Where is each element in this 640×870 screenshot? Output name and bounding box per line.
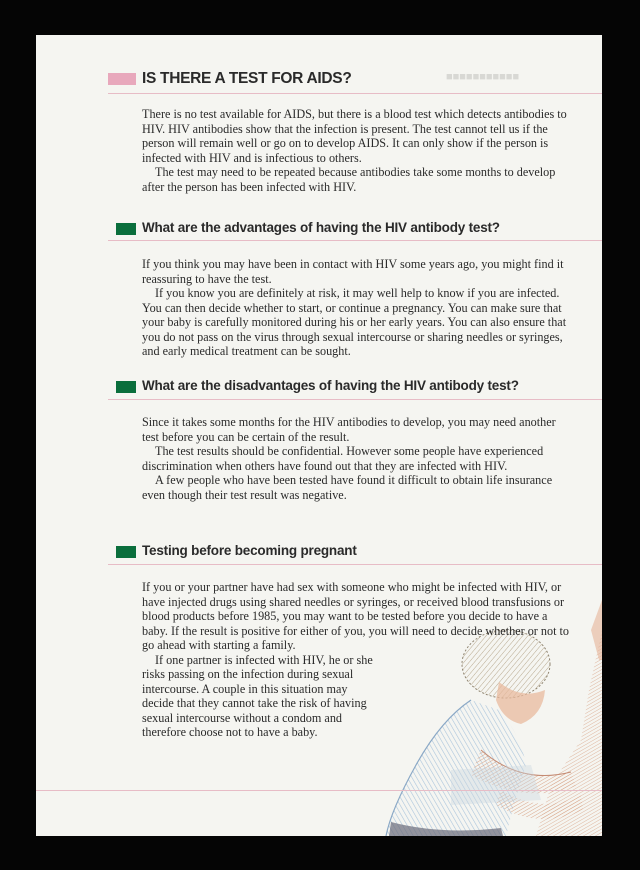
heading-rule bbox=[108, 240, 602, 241]
section-heading-advantages: What are the advantages of having the HIV antibody test? bbox=[142, 220, 500, 235]
section-body-advantages bbox=[142, 257, 574, 359]
section-heading-before-pregnant: Testing before becoming pregnant bbox=[142, 543, 357, 558]
section-body-test-for-aids bbox=[142, 107, 574, 194]
paragraph: If you or your partner have had sex with someone who might be infected with HIV, or have injected drugs using shared needles or syringes, or received blood transfusions or blood products before 1985, you may want to be tested before you decide to have a baby. If the result is positive for either of you, you will need to decide whether or not to go ahead with starting a family. bbox=[142, 580, 570, 652]
paragraph: Since it takes some months for the HIV antibodies to develop, you may need another test before you can be certain of the result. bbox=[142, 415, 556, 444]
paragraph: A few people who have been tested have found it difficult to obtain life insurance even though their test result was negative. bbox=[142, 473, 553, 502]
reverse-side-showthrough: ■■■■■■■■■■■ bbox=[446, 71, 520, 83]
paragraph: The test results should be confidential. However some people have experienced discrimination when others have found out that they are infected with HIV. bbox=[142, 444, 544, 473]
leaflet-page bbox=[36, 35, 602, 836]
green-section-marker bbox=[116, 381, 136, 393]
heading-rule bbox=[108, 564, 602, 565]
paragraph: If you think you may have been in contact with HIV some years ago, you might find it reassuring to have the test. bbox=[142, 257, 564, 286]
section-heading-disadvantages: What are the disadvantages of having the HIV antibody test? bbox=[142, 378, 519, 393]
green-section-marker bbox=[116, 223, 136, 235]
section-heading-test-for-aids: IS THERE A TEST FOR AIDS? bbox=[142, 70, 352, 87]
heading-rule bbox=[108, 399, 602, 400]
green-section-marker bbox=[116, 546, 136, 558]
paragraph: If you know you are definitely at risk, it may well help to know if you are infected. You can then decide whether to start, or continue a pregnancy. You can make sure that your baby is carefully monitored during his or her early years. You can also ensure that you do not pass on the virus through sexual intercourse or sharing needles or syringes, and early medical treatment can be sought. bbox=[142, 286, 567, 358]
section-body-before-pregnant bbox=[142, 580, 574, 740]
heading-rule bbox=[108, 93, 602, 94]
paragraph: There is no test available for AIDS, but there is a blood test which detects antibodies to HIV. HIV antibodies show that the infection is present. The test cannot tell us if the person will remain well or go on to develop AIDS. It can only show if the person is infected with HIV and is infectious to others. bbox=[142, 107, 567, 165]
bottom-rule bbox=[36, 790, 602, 791]
pink-section-marker bbox=[108, 73, 136, 85]
paragraph: If one partner is infected with HIV, he or she risks passing on the infection during sexual intercourse. A couple in this situation may decide that they cannot take the risk of having sexual intercourse without a condom and therefore choose not to have a baby. bbox=[142, 652, 373, 739]
section-body-disadvantages bbox=[142, 415, 574, 502]
paragraph: The test may need to be repeated because antibodies take some months to develop after the person has been infected with HIV. bbox=[142, 165, 556, 194]
